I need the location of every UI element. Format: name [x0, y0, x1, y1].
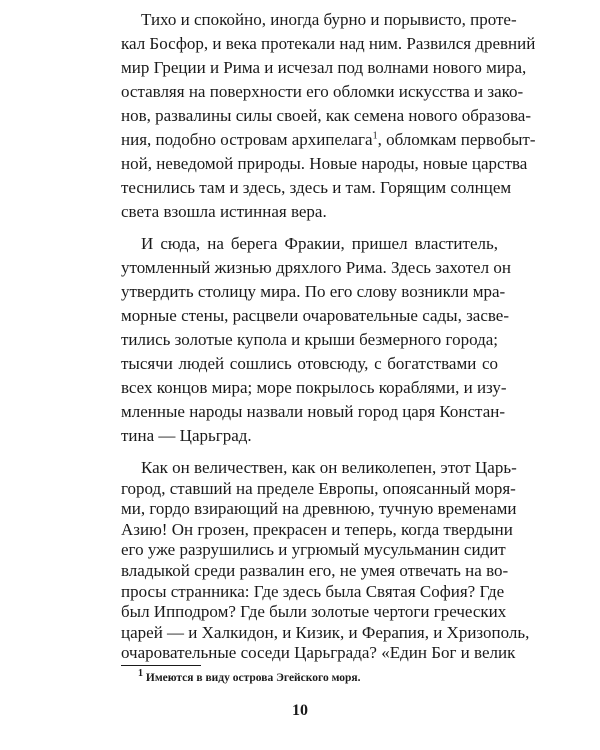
paragraph-3-line-1: Как он величествен, как он великолепен, этот Царь-: [141, 458, 517, 477]
paragraph-1-line-2: кал Босфор, и века протекали над ним. Развился древний: [121, 34, 536, 53]
paragraph-3-line-2: город, ставший на пределе Европы, опоясанный моря-: [121, 478, 516, 498]
paragraph-3-line-4: Азию! Он грозен, прекрасен и теперь, когда твердыни: [121, 519, 513, 539]
paragraph-2-line-8: мленные народы назвали новый город царя Констан-: [121, 402, 506, 421]
paragraph-3-line-10: очаровательные соседи Царьграда? «Един Бог и велик: [121, 643, 516, 663]
paragraph-2-line-4: морные стены, расцвели очаровательные сады, засве-: [121, 306, 510, 325]
paragraph-1-line-7: ной, неведомой природы. Новые народы, новые царства: [121, 154, 528, 173]
footnote-text: Имеются в виду острова Эгейского моря.: [143, 672, 361, 684]
paragraph-1-line-5: нов, развалины силы своей, как семена нового образова-: [121, 106, 532, 125]
paragraph-2-line-2: утомленный жизнью дряхлого Рима. Здесь захотел он: [121, 258, 511, 277]
page-number: 10: [292, 702, 308, 719]
line-6-tail: , обломкам первобыт-: [377, 130, 536, 149]
paragraph-1-line-1: Тихо и спокойно, иногда бурно и порывисто, протe-: [141, 10, 517, 29]
paragraph-2-line-9: тина — Царьград.: [121, 426, 252, 445]
paragraph-3-line-5: его уже разрушились и угрюмый мусульманин сидит: [121, 540, 506, 560]
paragraph-2-line-6: тысячи людей сошлись отовсюду, с богатствами со: [121, 354, 498, 373]
paragraph-1-line-9: света взошла истинная вера.: [121, 202, 327, 221]
paragraph-3-line-8: был Ипподром? Где были золотые чертоги греческих: [121, 602, 507, 622]
paragraph-3-line-6: владыкой среди развалин его, не умея отвечать на во-: [121, 561, 509, 580]
paragraph-3-line-3: ми, гордо взирающий на древнюю, тучную временами: [121, 499, 517, 519]
paragraph-2-line-1: И сюда, на берега Фракии, пришел властитель,: [141, 234, 498, 253]
paragraph-3-line-7: просы странника: Где здесь была Святая София? Где: [121, 581, 505, 601]
footnote: [138, 670, 361, 686]
line-6-text: ния, подобно островам архипелага: [121, 130, 373, 149]
paragraph-1-line-4: оставляя на поверхности его обломки искусства и зако-: [121, 82, 524, 101]
paragraph-1-line-3: мир Греции и Рима и исчезал под волнами нового мира,: [121, 58, 527, 77]
footnote-marker: 1: [138, 668, 143, 680]
paragraph-2-line-5: тились золотые купола и крыши безмерного города;: [121, 330, 498, 349]
paragraph-2-line-7: всех концов мира; море покрылось кораблями, и изу-: [121, 378, 507, 397]
footnote-reference[interactable]: 1: [372, 130, 378, 142]
paragraph-3-line-9: царей — и Халкидон, и Кизик, и Ферапия, и Хризополь,: [121, 622, 530, 642]
paragraph-1-line-6: [121, 128, 536, 152]
paragraph-1-line-8: теснились там и здесь, здесь и там. Горящим солнцем: [121, 178, 512, 197]
paragraph-2-line-3: утвердить столицу мира. По его слову возникли мра-: [121, 282, 506, 301]
